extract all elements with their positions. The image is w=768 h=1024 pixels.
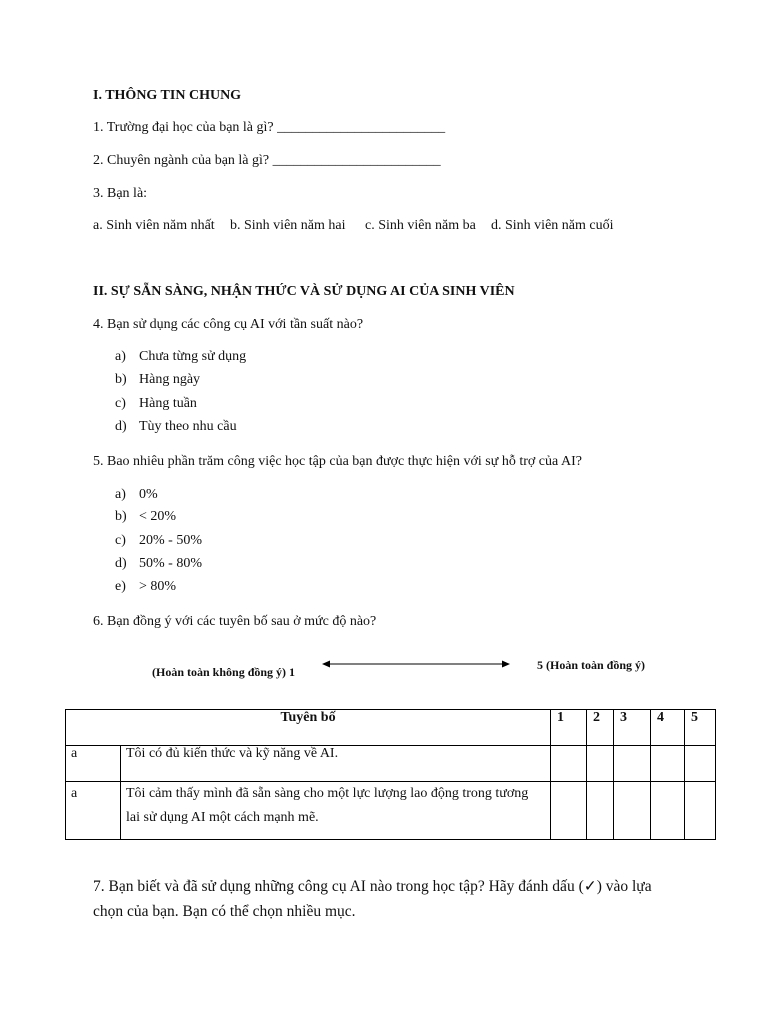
table-row xyxy=(66,746,716,782)
double-arrow-icon xyxy=(322,657,510,671)
rating-cell-4[interactable] xyxy=(651,782,685,840)
q4-option-d xyxy=(115,418,237,436)
option-text: Tùy theo nhu cầu xyxy=(139,419,237,434)
option-text: 50% - 80% xyxy=(139,556,202,571)
statement-line: Tôi có đủ kiến thức và kỹ năng về AI. xyxy=(126,746,339,761)
question-2: 2. Chuyên ngành của bạn là gì? ________________________ xyxy=(93,153,441,168)
row-statement xyxy=(121,746,551,782)
row-statement xyxy=(121,782,551,840)
rating-cell-1[interactable] xyxy=(551,746,587,782)
table-header-row xyxy=(66,710,716,746)
q3-option-a: a. Sinh viên năm nhất xyxy=(93,218,215,233)
row-label: a xyxy=(66,782,121,840)
option-letter: a) xyxy=(115,349,126,364)
section-2-heading: II. SỰ SẴN SÀNG, NHẬN THỨC VÀ SỬ DỤNG AI CỦA SINH VIÊN xyxy=(93,284,515,299)
option-letter: e) xyxy=(115,579,126,594)
option-letter: b) xyxy=(115,372,127,387)
rating-cell-2[interactable] xyxy=(587,746,614,782)
q4-option-b xyxy=(115,371,200,389)
rating-cell-5[interactable] xyxy=(685,782,716,840)
table-header-scale-3: 3 xyxy=(614,710,651,746)
rating-cell-4[interactable] xyxy=(651,746,685,782)
q3-option-d: d. Sinh viên năm cuối xyxy=(491,218,614,233)
q5-option-d xyxy=(115,555,202,573)
q4-option-c xyxy=(115,395,197,413)
table-header-statement: Tuyên bố xyxy=(66,710,551,746)
option-letter: b) xyxy=(115,509,127,524)
statement-line: lai sử dụng AI một cách mạnh mẽ. xyxy=(126,810,319,825)
table-row xyxy=(66,782,716,840)
scale-left-label: (Hoàn toàn không đồng ý) 1 xyxy=(152,665,296,679)
section-1-heading: I. THÔNG TIN CHUNG xyxy=(93,88,242,103)
option-text: Chưa từng sử dụng xyxy=(139,349,247,364)
q3-option-c: c. Sinh viên năm ba xyxy=(365,218,476,233)
scale-right-label: 5 (Hoàn toàn đồng ý) xyxy=(537,658,646,672)
rating-cell-1[interactable] xyxy=(551,782,587,840)
rating-cell-5[interactable] xyxy=(685,746,716,782)
question-7-line-1: 7. Bạn biết và đã sử dụng những công cụ AI nào trong học tập? Hãy đánh dấu (✓) vào lựa xyxy=(93,878,652,895)
option-text: Hàng tuần xyxy=(139,396,197,411)
row-label: a xyxy=(66,746,121,782)
option-letter: c) xyxy=(115,533,126,548)
rating-cell-3[interactable] xyxy=(614,782,651,840)
table-header-scale-1: 1 xyxy=(551,710,587,746)
question-7-line-2: chọn của bạn. Bạn có thể chọn nhiều mục. xyxy=(93,903,356,920)
table-header-scale-5: 5 xyxy=(685,710,716,746)
q5-option-c xyxy=(115,532,202,550)
statement-line: Tôi cảm thấy mình đã sẵn sàng cho một lực lượng lao động trong tương xyxy=(126,786,529,801)
question-4: 4. Bạn sử dụng các công cụ AI với tần suất nào? xyxy=(93,317,364,332)
rating-cell-3[interactable] xyxy=(614,746,651,782)
option-text: 0% xyxy=(139,487,158,502)
table-header-scale-2: 2 xyxy=(587,710,614,746)
q5-option-e xyxy=(115,578,176,596)
rating-cell-2[interactable] xyxy=(587,782,614,840)
option-text: 20% - 50% xyxy=(139,533,202,548)
question-6: 6. Bạn đồng ý với các tuyên bố sau ở mức độ nào? xyxy=(93,614,377,629)
q5-option-b xyxy=(115,508,176,526)
option-letter: a) xyxy=(115,487,126,502)
agreement-table xyxy=(65,709,716,840)
option-text: < 20% xyxy=(139,509,177,524)
q3-option-b: b. Sinh viên năm hai xyxy=(230,218,346,233)
option-text: Hàng ngày xyxy=(139,372,201,387)
option-letter: d) xyxy=(115,556,127,571)
question-5: 5. Bao nhiêu phần trăm công việc học tập của bạn được thực hiện với sự hỗ trợ của AI? xyxy=(93,454,582,469)
question-7 xyxy=(93,874,673,924)
table-header-scale-4: 4 xyxy=(651,710,685,746)
option-letter: c) xyxy=(115,396,126,411)
option-letter: d) xyxy=(115,419,127,434)
question-3: 3. Bạn là: xyxy=(93,186,148,201)
option-text: > 80% xyxy=(139,579,177,594)
question-1: 1. Trường đại học của bạn là gì? ________________________ xyxy=(93,120,446,135)
q4-option-a xyxy=(115,348,246,366)
q5-option-a xyxy=(115,486,158,504)
